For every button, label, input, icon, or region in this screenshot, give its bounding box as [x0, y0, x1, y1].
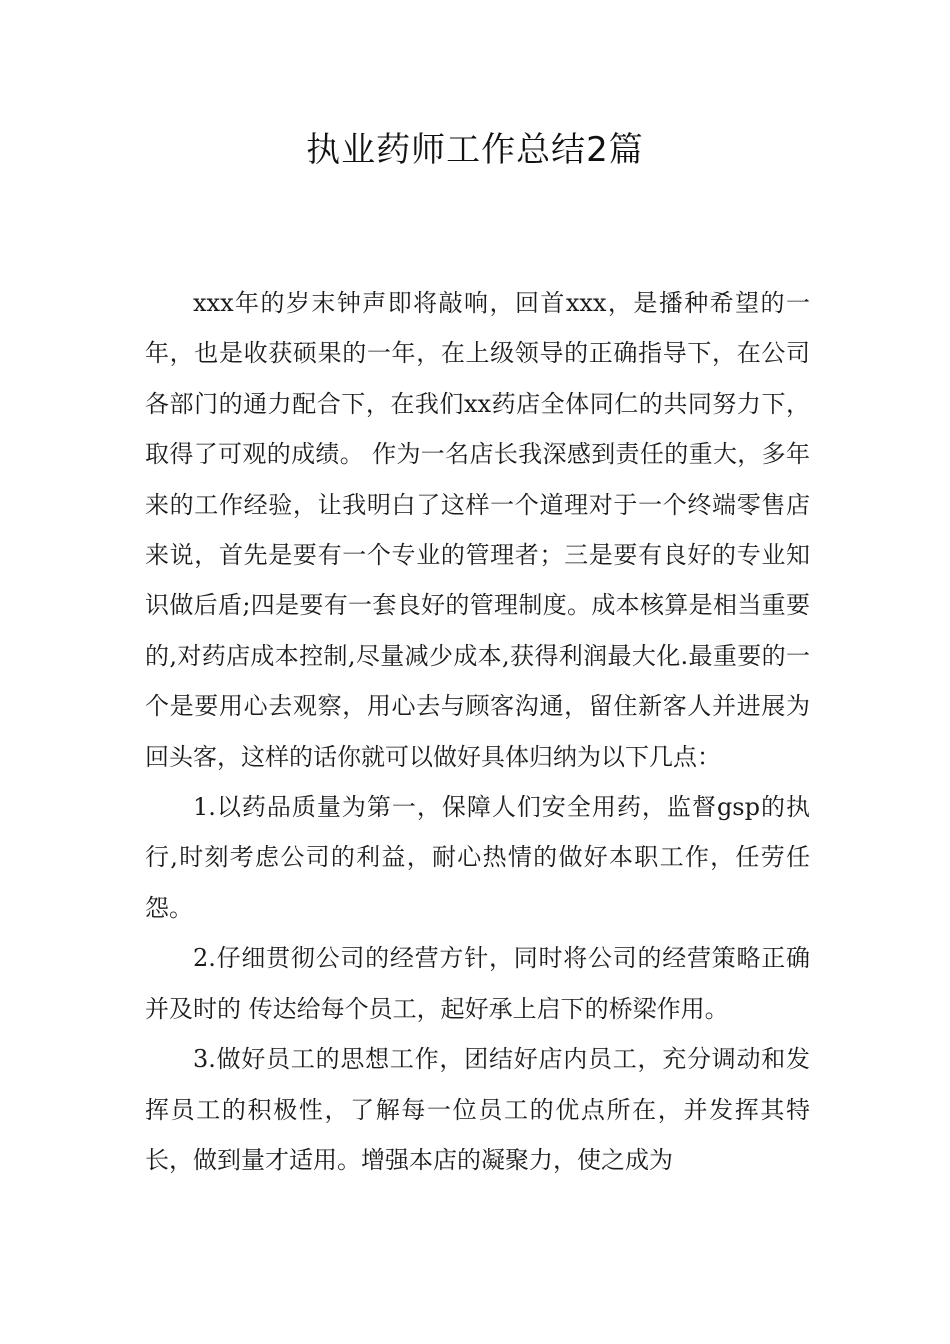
document-title: 执业药师工作总结2篇 [306, 130, 644, 170]
paragraph-item-1: 1.以药品质量为第一，保障人们安全用药，监督gsp的执行,时刻考虑公司的利益，耐心热情的做好本职工作，任劳任怨。 [145, 793, 810, 922]
paragraph-item-2: 2.仔细贯彻公司的经营方针，同时将公司的经营策略正确并及时的 传达给每个员工，起好承上启下的桥梁作用。 [145, 944, 810, 1023]
document-body [145, 278, 810, 1185]
paragraph-intro: xxx年的岁末钟声即将敲响，回首xxx，是播种希望的一年，也是收获硕果的一年，在上级领导的正确指导下，在公司各部门的通力配合下，在我们xx药店全体同仁的共同努力下，取得了可观的成绩。 作为一名店长我深感到责任的重大，多年来的工作经验，让我明白了这样一个道理对于一个终端零售店来说，首先是要有一个专业的管理者；三是要有良好的专业知识做后盾;四是要有一套良好的管理制度。成本核算是相当重要的,对药店成本控制,尽量减少成本,获得利润最大化.最重要的一个是要用心去观察，用心去与顾客沟通，留住新客人并进展为回头客，这样的话你就可以做好具体归纳为以下几点： [145, 289, 810, 771]
paragraph-item-3: 3.做好员工的思想工作，团结好店内员工，充分调动和发挥员工的积极性，了解每一位员工的优点所在，并发挥其特长，做到量才适用。增强本店的凝聚力，使之成为 [145, 1045, 810, 1174]
